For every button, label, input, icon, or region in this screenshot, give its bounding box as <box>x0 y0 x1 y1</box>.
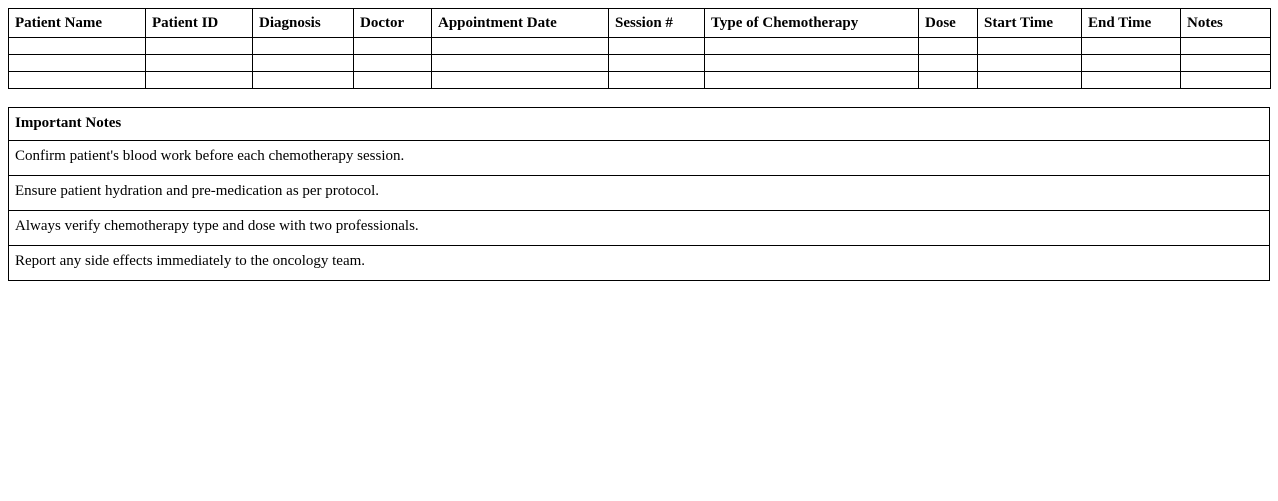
cell-start-time[interactable] <box>978 55 1082 72</box>
cell-start-time[interactable] <box>978 38 1082 55</box>
cell-session-number[interactable] <box>609 55 705 72</box>
notes-header-row <box>9 108 1270 140</box>
cell-patient-id[interactable] <box>146 38 253 55</box>
table-row <box>9 38 1271 55</box>
column-header-patient-id: Patient ID <box>146 9 253 38</box>
note-item-2: Ensure patient hydration and pre-medication as per protocol. <box>9 175 1270 210</box>
cell-dose[interactable] <box>919 38 978 55</box>
cell-type-of-chemotherapy[interactable] <box>705 72 919 89</box>
column-header-start-time: Start Time <box>978 9 1082 38</box>
cell-notes[interactable] <box>1181 38 1271 55</box>
chemotherapy-schedule-table <box>8 8 1271 89</box>
column-header-patient-name: Patient Name <box>9 9 146 38</box>
table-row <box>9 72 1271 89</box>
cell-doctor[interactable] <box>354 72 432 89</box>
column-header-dose: Dose <box>919 9 978 38</box>
cell-diagnosis[interactable] <box>253 38 354 55</box>
cell-dose[interactable] <box>919 55 978 72</box>
notes-row <box>9 245 1270 280</box>
column-header-doctor: Doctor <box>354 9 432 38</box>
cell-type-of-chemotherapy[interactable] <box>705 55 919 72</box>
cell-notes[interactable] <box>1181 72 1271 89</box>
column-header-appointment-date: Appointment Date <box>432 9 609 38</box>
cell-end-time[interactable] <box>1082 38 1181 55</box>
table-header-row <box>9 9 1271 38</box>
cell-doctor[interactable] <box>354 38 432 55</box>
cell-end-time[interactable] <box>1082 55 1181 72</box>
cell-doctor[interactable] <box>354 55 432 72</box>
cell-dose[interactable] <box>919 72 978 89</box>
important-notes-table <box>8 107 1270 280</box>
column-header-diagnosis: Diagnosis <box>253 9 354 38</box>
cell-diagnosis[interactable] <box>253 72 354 89</box>
column-header-end-time: End Time <box>1082 9 1181 38</box>
cell-patient-name[interactable] <box>9 72 146 89</box>
cell-session-number[interactable] <box>609 72 705 89</box>
note-item-1: Confirm patient's blood work before each chemotherapy session. <box>9 140 1270 175</box>
cell-patient-name[interactable] <box>9 38 146 55</box>
cell-appointment-date[interactable] <box>432 38 609 55</box>
cell-session-number[interactable] <box>609 38 705 55</box>
notes-row <box>9 140 1270 175</box>
note-item-3: Always verify chemotherapy type and dose with two professionals. <box>9 210 1270 245</box>
cell-appointment-date[interactable] <box>432 55 609 72</box>
column-header-session-number: Session # <box>609 9 705 38</box>
table-spacer <box>8 89 1270 107</box>
cell-patient-name[interactable] <box>9 55 146 72</box>
cell-notes[interactable] <box>1181 55 1271 72</box>
cell-type-of-chemotherapy[interactable] <box>705 38 919 55</box>
cell-patient-id[interactable] <box>146 55 253 72</box>
note-item-4: Report any side effects immediately to the oncology team. <box>9 245 1270 280</box>
cell-patient-id[interactable] <box>146 72 253 89</box>
notes-row <box>9 175 1270 210</box>
cell-appointment-date[interactable] <box>432 72 609 89</box>
cell-diagnosis[interactable] <box>253 55 354 72</box>
cell-start-time[interactable] <box>978 72 1082 89</box>
notes-header-label: Important Notes <box>9 108 1270 140</box>
table-row <box>9 55 1271 72</box>
column-header-type-of-chemotherapy: Type of Chemotherapy <box>705 9 919 38</box>
notes-row <box>9 210 1270 245</box>
column-header-notes: Notes <box>1181 9 1271 38</box>
cell-end-time[interactable] <box>1082 72 1181 89</box>
